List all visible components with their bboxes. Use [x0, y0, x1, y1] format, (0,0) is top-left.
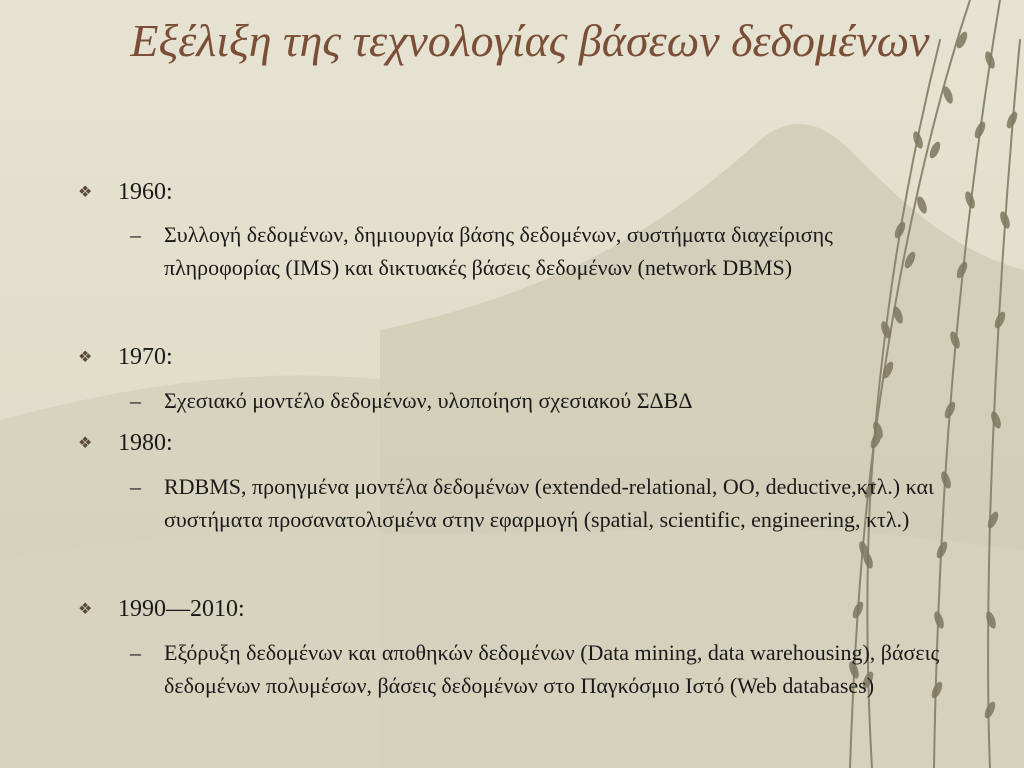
year-label: 1970: — [118, 344, 173, 370]
diamond-bullet-icon: ❖ — [78, 435, 93, 452]
timeline-item-1960 — [78, 175, 173, 210]
detail-text: RDBMS, προηγμένα μοντέλα δεδομένων (extended-relational, OO, deductive,κτλ.) και συστήματα προσανατολισμένα στην εφαρμογή (spatial, scientific, engineering, κτλ.) — [164, 474, 934, 532]
dash-bullet: – — [130, 388, 141, 413]
dash-bullet: – — [130, 640, 141, 665]
detail-text: Συλλογή δεδομένων, δημιουργία βάσης δεδομένων, συστήματα διαχείρισης πληροφορίας (IMS) και δικτυακές βάσεις δεδομένων (network DBMS) — [164, 222, 833, 280]
detail-1990-2010 — [130, 636, 950, 702]
slide-title: Εξέλιξη της τεχνολογίας βάσεων δεδομένων — [130, 15, 930, 66]
year-label: 1960: — [118, 179, 173, 205]
detail-1980 — [130, 470, 950, 536]
detail-1970 — [130, 384, 950, 417]
dash-bullet: – — [130, 222, 141, 247]
year-label: 1990—2010: — [118, 596, 245, 622]
diamond-bullet-icon: ❖ — [78, 601, 93, 618]
detail-text: Εξόρυξη δεδομένων και αποθηκών δεδομένων (Data mining, data warehousing), βάσεις δεδομένων πολυμέσων, βάσεις δεδομένων στο Παγκόσμιο Ιστό (Web databases) — [164, 640, 940, 698]
timeline-item-1970 — [78, 340, 173, 375]
timeline-item-1980 — [78, 426, 173, 461]
year-label: 1980: — [118, 430, 173, 456]
diamond-bullet-icon: ❖ — [78, 184, 93, 201]
detail-1960 — [130, 218, 950, 284]
detail-text: Σχεσιακό μοντέλο δεδομένων, υλοποίηση σχεσιακού ΣΔΒΔ — [164, 388, 693, 413]
dash-bullet: – — [130, 474, 141, 499]
timeline-item-1990-2010 — [78, 592, 245, 627]
diamond-bullet-icon: ❖ — [78, 349, 93, 366]
